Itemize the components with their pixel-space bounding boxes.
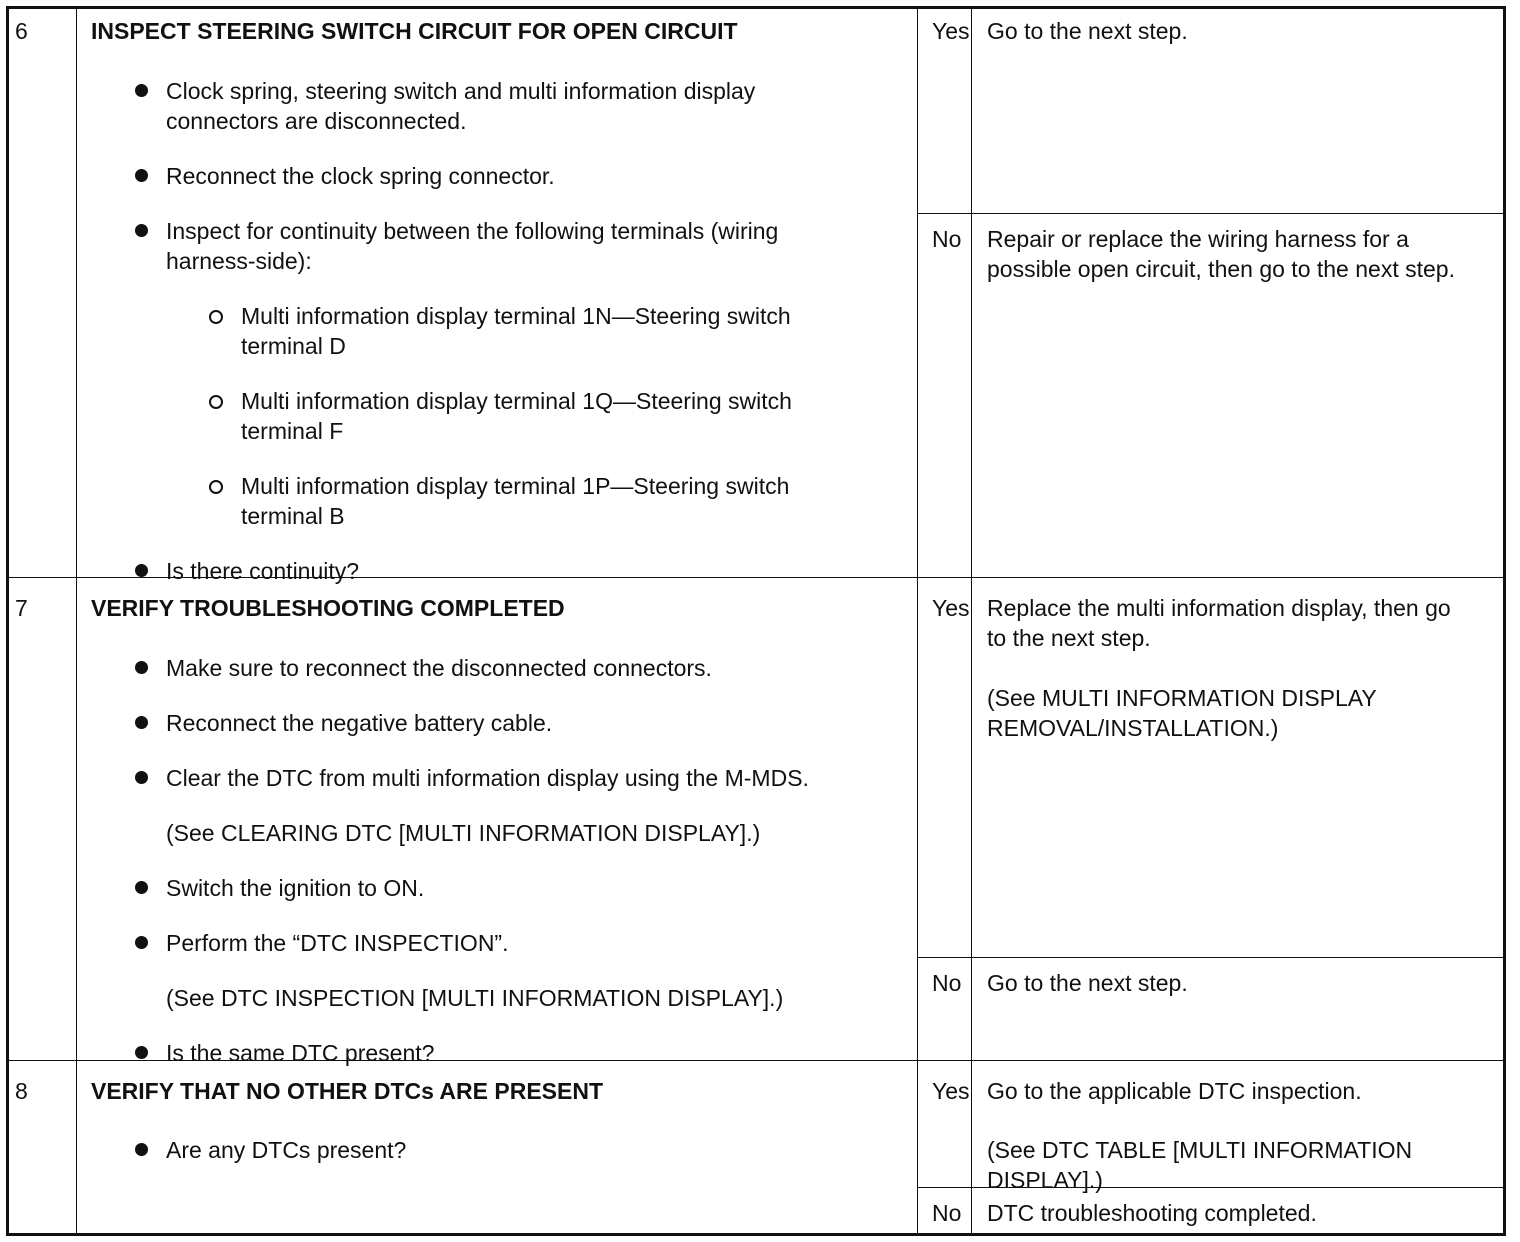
step-item-text: terminal B xyxy=(241,503,345,529)
step-item-text: Multi information display terminal 1N—Steering switch xyxy=(241,303,791,329)
step-item-text: Reconnect the clock spring connector. xyxy=(166,163,555,189)
circle-bullet-icon xyxy=(209,310,223,324)
step-title: VERIFY THAT NO OTHER DTCs ARE PRESENT xyxy=(91,1078,604,1104)
bullet-icon xyxy=(135,881,148,894)
circle-bullet-icon xyxy=(209,480,223,494)
no-action-text: DTC troubleshooting completed. xyxy=(987,1200,1317,1226)
step-item-text: Multi information display terminal 1Q—Steering switch xyxy=(241,388,792,414)
yes-action-text: Go to the next step. xyxy=(987,18,1188,44)
step-item-text: Clear the DTC from multi information display using the M-MDS. xyxy=(166,765,809,791)
bullet-icon xyxy=(135,84,148,97)
step-item-text: Switch the ignition to ON. xyxy=(166,875,425,901)
step-item-text: terminal D xyxy=(241,333,346,359)
bullet-icon xyxy=(135,936,148,949)
no-label: No xyxy=(932,970,962,996)
bullet-icon xyxy=(135,224,148,237)
bullet-icon xyxy=(135,1046,148,1059)
step-item-text: Multi information display terminal 1P—Steering switch xyxy=(241,473,790,499)
bullet-icon xyxy=(135,716,148,729)
step-number: 8 xyxy=(15,1078,28,1104)
no-action-text: Repair or replace the wiring harness for a xyxy=(987,226,1409,252)
step-title: VERIFY TROUBLESHOOTING COMPLETED xyxy=(91,595,565,621)
step-number: 6 xyxy=(15,18,28,44)
step-item-text: connectors are disconnected. xyxy=(166,108,467,134)
bullet-icon xyxy=(135,1143,148,1156)
step-item-text: Is the same DTC present? xyxy=(166,1040,435,1066)
yes-label: Yes xyxy=(932,595,970,621)
bullet-icon xyxy=(135,169,148,182)
yes-note-text: (See DTC TABLE [MULTI INFORMATION xyxy=(987,1137,1413,1163)
bullet-icon xyxy=(135,771,148,784)
troubleshooting-table xyxy=(6,6,1506,1236)
step-item-text: Perform the “DTC INSPECTION”. xyxy=(166,930,509,956)
step-title: INSPECT STEERING SWITCH CIRCUIT FOR OPEN CIRCUIT xyxy=(91,18,738,44)
yes-action-text: Go to the applicable DTC inspection. xyxy=(987,1078,1362,1104)
yes-note-text: DISPLAY].) xyxy=(987,1167,1103,1193)
no-action-text: possible open circuit, then go to the next step. xyxy=(987,256,1455,282)
yes-action-text: to the next step. xyxy=(987,625,1151,651)
step-item-text: Inspect for continuity between the following terminals (wiring xyxy=(166,218,779,244)
bullet-icon xyxy=(135,661,148,674)
step-item-text: Clock spring, steering switch and multi information display xyxy=(166,78,756,104)
yes-label: Yes xyxy=(932,18,970,44)
step-item-text: Reconnect the negative battery cable. xyxy=(166,710,553,736)
yes-note-text: REMOVAL/INSTALLATION.) xyxy=(987,715,1279,741)
column-divider xyxy=(971,9,972,1233)
step-item-text: Are any DTCs present? xyxy=(166,1137,407,1163)
no-action-text: Go to the next step. xyxy=(987,970,1188,996)
step-item-text: (See DTC INSPECTION [MULTI INFORMATION DISPLAY].) xyxy=(166,985,784,1011)
yes-label: Yes xyxy=(932,1078,970,1104)
step-item-text: (See CLEARING DTC [MULTI INFORMATION DISPLAY].) xyxy=(166,820,761,846)
yes-no-divider xyxy=(917,957,1503,958)
no-label: No xyxy=(932,1200,962,1226)
yes-action-text: Replace the multi information display, then go xyxy=(987,595,1451,621)
bullet-icon xyxy=(135,564,148,577)
step-item-text: Make sure to reconnect the disconnected connectors. xyxy=(166,655,712,681)
circle-bullet-icon xyxy=(209,395,223,409)
column-divider xyxy=(917,9,918,1233)
step-item-text: Is there continuity? xyxy=(166,558,360,584)
column-divider xyxy=(76,9,77,1233)
step-item-text: harness-side): xyxy=(166,248,312,274)
step-number: 7 xyxy=(15,595,28,621)
yes-note-text: (See MULTI INFORMATION DISPLAY xyxy=(987,685,1377,711)
step-item-text: terminal F xyxy=(241,418,344,444)
yes-no-divider xyxy=(917,213,1503,214)
no-label: No xyxy=(932,226,962,252)
